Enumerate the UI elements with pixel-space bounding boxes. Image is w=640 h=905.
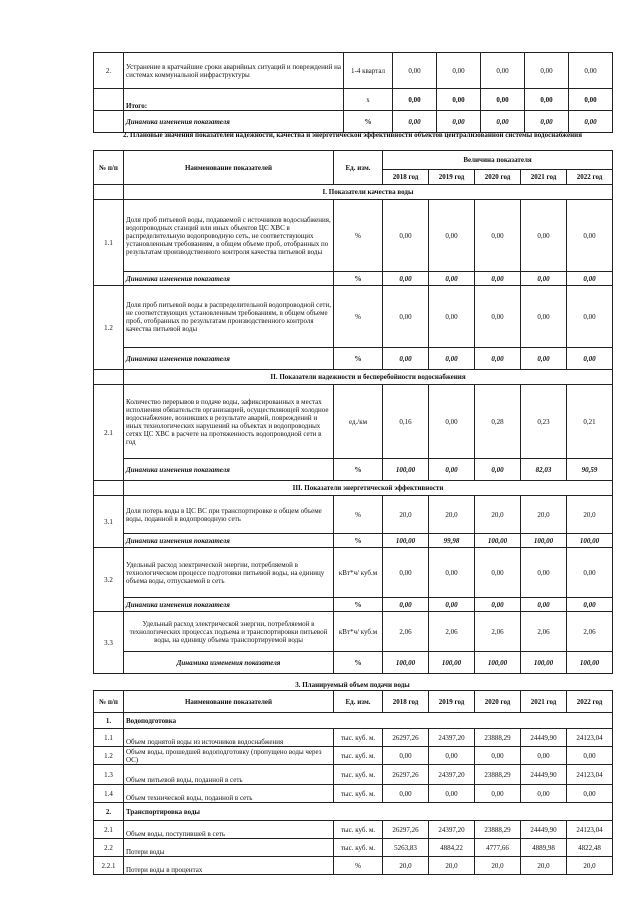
row-number: 1.3: [94, 765, 124, 785]
row-value: 0,00: [481, 111, 525, 133]
row-value: 2,06: [521, 612, 567, 652]
row-value: 100,00: [567, 652, 613, 674]
row-number: 1.2: [94, 286, 124, 370]
row-name: Объем технической воды, поданной в сеть: [124, 785, 334, 803]
row-value: 0,00: [475, 459, 521, 481]
row-value: 0,00: [475, 348, 521, 370]
row-value: 0,00: [567, 598, 613, 612]
dynamics-label: Динамика изменения показателя: [124, 272, 334, 286]
dynamics-label: Динамика изменения показателя: [124, 652, 334, 674]
section-row: [94, 185, 613, 200]
table-row: [94, 747, 613, 765]
section-title: II. Показатели надежности и бесперебойности водоснабжения: [124, 370, 613, 385]
row-value: 0,00: [429, 747, 475, 765]
table-row: [94, 385, 613, 459]
row-unit: %: [334, 200, 383, 272]
row-value: 24449,90: [521, 765, 567, 785]
row-value: 0,00: [393, 53, 437, 89]
water-supply-body: [94, 713, 613, 875]
row-name: Удельный расход электрической энергии, потребляемой в технологическом процессе подготовки питьевой воды, на единицу объема воды, отпускаемой в сеть: [124, 548, 334, 598]
row-number: 1.: [94, 713, 124, 729]
row-unit: %: [334, 857, 383, 875]
row-value: 5263,83: [383, 839, 429, 857]
row-number: 2.1: [94, 821, 124, 839]
row-value: 0,00: [567, 348, 613, 370]
row-value: 0,00: [521, 548, 567, 598]
row-value: 0,00: [567, 785, 613, 803]
section-spacer: [94, 481, 124, 496]
row-name: Удельный расход электрической энергии, потребляемой в технологических процессах подъема и транспортировки питьевой воды, на единицу объема транспортируемой воды: [124, 612, 334, 652]
col-header-year: 2018 год: [383, 170, 429, 185]
section-2-title: 2. Плановые значения показателей надежности, качества и энергетической эффективности объектов централизованной системы водоснабжения: [123, 131, 582, 139]
row-value: 26297,26: [383, 729, 429, 747]
row-value: 100,00: [521, 534, 567, 548]
row-name: Количество перерывов в подаче воды, зафиксированных в местах исполнения обязательств организацией, осуществляющей холодное водоснабжение, возникших в результате аварий, повреждений и иных технологических нарушений на объектах и водопроводных сетях ЦС ХВС в расчете на протяженность водопроводной сети в год: [124, 385, 334, 459]
row-value: 100,00: [475, 534, 521, 548]
table-row: [94, 729, 613, 747]
table-row: [94, 612, 613, 652]
row-value: 99,98: [429, 534, 475, 548]
row-value: 2,06: [429, 612, 475, 652]
row-unit: %: [334, 534, 383, 548]
row-value: 0,00: [569, 89, 613, 111]
row-value: 24123,04: [567, 821, 613, 839]
dynamics-row: [94, 272, 613, 286]
row-unit: %: [334, 496, 383, 534]
header-row: [94, 691, 613, 713]
row-value: 0,28: [475, 385, 521, 459]
row-value: 100,00: [383, 652, 429, 674]
section-title: I. Показатели качества воды: [124, 185, 613, 200]
row-value: 0,00: [383, 785, 429, 803]
row-value: 0,00: [569, 53, 613, 89]
row-value: 0,00: [383, 747, 429, 765]
row-unit: тыс. куб. м.: [334, 839, 383, 857]
row-unit: %: [334, 598, 383, 612]
dynamics-label: Динамика изменения показателя: [124, 459, 334, 481]
row-value: 0,00: [429, 785, 475, 803]
row-unit: %: [334, 286, 383, 348]
row-value: 20,0: [383, 496, 429, 534]
dynamics-row: [94, 459, 613, 481]
row-name: Устранение в кратчайшие сроки аварийных ситуаций и повреждений на системах коммунальной инфраструктуры: [124, 53, 344, 89]
dynamics-row: [94, 111, 613, 133]
row-number: 3.3: [94, 612, 124, 674]
row-value: 0,00: [429, 348, 475, 370]
row-value: 0,00: [475, 548, 521, 598]
row-unit: тыс. куб. м.: [334, 747, 383, 765]
col-header-number: № п/п: [94, 691, 124, 713]
row-value: 0,00: [429, 385, 475, 459]
row-value: 100,00: [383, 459, 429, 481]
row-value: 0,00: [429, 200, 475, 272]
table-row: [94, 53, 613, 89]
row-value: 0,00: [521, 272, 567, 286]
row-name: Потери воды в процентах: [124, 857, 334, 875]
row-number: [94, 89, 124, 111]
row-number: [94, 111, 124, 133]
row-value: 26297,26: [383, 765, 429, 785]
col-header-group: Величина показателя: [383, 151, 613, 170]
row-value: 24397,20: [429, 729, 475, 747]
section-title: III. Показатели энергетической эффективности: [124, 481, 613, 496]
row-unit: %: [344, 111, 393, 133]
table-row: [94, 821, 613, 839]
row-value: 24123,04: [567, 729, 613, 747]
row-value: 0,00: [481, 89, 525, 111]
row-value: 20,0: [521, 857, 567, 875]
row-value: 0,00: [521, 747, 567, 765]
row-value: 0,00: [383, 272, 429, 286]
row-value: 0,00: [525, 111, 569, 133]
row-value: 0,00: [521, 286, 567, 348]
row-unit: х: [344, 89, 393, 111]
row-value: 23888,29: [475, 765, 521, 785]
row-number: 1.1: [94, 729, 124, 747]
table-row: [94, 765, 613, 785]
row-name: Объем воды, прошедшей водоподготовку (пропущено воды через ОС): [124, 747, 334, 765]
row-value: 0,00: [429, 459, 475, 481]
row-value: 0,00: [521, 348, 567, 370]
row-name: Объем воды, поступившей в сеть: [124, 821, 334, 839]
row-unit: %: [334, 272, 383, 286]
row-value: 20,0: [429, 496, 475, 534]
row-value: 0,16: [383, 385, 429, 459]
row-number: 2.2.1: [94, 857, 124, 875]
row-number: 2.: [94, 53, 124, 89]
row-value: 20,0: [475, 857, 521, 875]
row-value: 0,00: [475, 598, 521, 612]
row-value: 0,00: [429, 598, 475, 612]
row-number: 1.1: [94, 200, 124, 286]
row-value: 0,00: [383, 286, 429, 348]
row-value: 23888,29: [475, 821, 521, 839]
row-value: 0,00: [437, 53, 481, 89]
indicators-table: [93, 150, 613, 674]
row-unit: ед./км: [334, 385, 383, 459]
dynamics-row: [94, 598, 613, 612]
col-header-name: Наименование показателей: [124, 691, 334, 713]
row-value: 24397,20: [429, 765, 475, 785]
row-value: 0,00: [383, 548, 429, 598]
row-value: 0,00: [383, 598, 429, 612]
dynamics-label: Динамика изменения показателя: [124, 534, 334, 548]
row-value: 0,00: [481, 53, 525, 89]
row-unit: %: [334, 348, 383, 370]
row-value: 20,0: [521, 496, 567, 534]
col-header-year: 2022 год: [567, 170, 613, 185]
row-name: Доля потерь воды в ЦС ВС при транспортировке в общем объеме воды, поданной в водопроводную сеть: [124, 496, 334, 534]
row-value: 0,00: [567, 548, 613, 598]
header-row: [94, 151, 613, 170]
col-header-year: 2020 год: [475, 691, 521, 713]
row-value: 100,00: [475, 652, 521, 674]
table-row: [94, 200, 613, 272]
row-number: 3.2: [94, 548, 124, 612]
dynamics-label: Динамика изменения показателя: [124, 111, 344, 133]
row-value: 0,00: [475, 200, 521, 272]
row-value: 2,06: [383, 612, 429, 652]
row-name: Доля проб питьевой воды, подаваемой с источников водоснабжения, водопроводных станций или иных объектов ЦС ХВС в распределительную водопроводную сеть, не соответствующих установленным требованиям, в общем объеме проб, отобранных по результатам производственного контроля качества питьевой воды: [124, 200, 334, 272]
row-value: 4777,66: [475, 839, 521, 857]
row-value: 100,00: [383, 534, 429, 548]
table-row: [94, 286, 613, 348]
table-row: [94, 496, 613, 534]
row-name: Доля проб питьевой воды в распределительной водопроводной сети, не соответствующих установленным требованиям, в общем объеме проб, отобранных по результатам производственного контроля качества питьевой воды: [124, 286, 334, 348]
row-number: 1.4: [94, 785, 124, 803]
row-unit: тыс. куб. м.: [334, 729, 383, 747]
row-unit: тыс. куб. м.: [334, 765, 383, 785]
row-value: 2,06: [567, 612, 613, 652]
row-value: 0,00: [567, 286, 613, 348]
row-value: 90,59: [567, 459, 613, 481]
row-value: 0,00: [567, 272, 613, 286]
col-header-name: Наименование показателей: [124, 151, 334, 185]
section-row: [94, 713, 613, 729]
row-value: 0,00: [437, 111, 481, 133]
row-value: 0,00: [521, 785, 567, 803]
col-header-year: 2022 год: [567, 691, 613, 713]
section-row: [94, 481, 613, 496]
row-value: 0,00: [383, 348, 429, 370]
section-title: Транспортировка воды: [124, 803, 613, 821]
row-value: 0,00: [525, 89, 569, 111]
dynamics-label: Динамика изменения показателя: [124, 598, 334, 612]
row-value: 24397,20: [429, 821, 475, 839]
table-row: [94, 548, 613, 598]
row-value: 0,00: [475, 286, 521, 348]
row-value: 0,00: [521, 598, 567, 612]
row-value: 0,00: [429, 548, 475, 598]
measures-table: [93, 52, 613, 133]
water-supply-table: [93, 690, 613, 875]
row-value: 2,06: [475, 612, 521, 652]
row-value: 24123,04: [567, 765, 613, 785]
row-value: 20,0: [429, 857, 475, 875]
col-header-number: № п/п: [94, 151, 124, 185]
row-value: 100,00: [521, 652, 567, 674]
row-value: 82,03: [521, 459, 567, 481]
row-number: 3.1: [94, 496, 124, 548]
row-unit: %: [334, 652, 383, 674]
row-unit: тыс. куб. м.: [334, 821, 383, 839]
row-value: 20,0: [567, 857, 613, 875]
row-value: 100,00: [567, 534, 613, 548]
row-value: 20,0: [383, 857, 429, 875]
col-header-year: 2018 год: [383, 691, 429, 713]
col-header-year: 2020 год: [475, 170, 521, 185]
row-value: 0,23: [521, 385, 567, 459]
section-row: [94, 370, 613, 385]
row-unit: кВт*ч/ куб.м: [334, 612, 383, 652]
row-number: 2.: [94, 803, 124, 821]
row-unit: %: [334, 459, 383, 481]
total-row: [94, 89, 613, 111]
row-value: 0,00: [429, 286, 475, 348]
row-unit: тыс. куб. м.: [334, 785, 383, 803]
row-value: 0,00: [475, 272, 521, 286]
row-value: 0,00: [521, 200, 567, 272]
row-value: 23888,29: [475, 729, 521, 747]
col-header-year: 2021 год: [521, 170, 567, 185]
row-number: 1.2: [94, 747, 124, 765]
table-row: [94, 785, 613, 803]
row-value: 0,00: [475, 785, 521, 803]
col-header-unit: Ед. изм.: [334, 691, 383, 713]
row-value: 4884,22: [429, 839, 475, 857]
row-value: 24449,90: [521, 821, 567, 839]
dynamics-row: [94, 652, 613, 674]
row-name: Объем поднятой воды из источников водоснабжения: [124, 729, 334, 747]
col-header-year: 2021 год: [521, 691, 567, 713]
row-number: 2.2: [94, 839, 124, 857]
row-value: 4822,48: [567, 839, 613, 857]
row-value: 20,0: [475, 496, 521, 534]
row-value: 0,00: [567, 200, 613, 272]
row-period: 1-4 квартал: [344, 53, 393, 89]
section-title: Водоподготовка: [124, 713, 613, 729]
dynamics-label: Динамика изменения показателя: [124, 348, 334, 370]
row-value: 0,00: [429, 272, 475, 286]
row-name: Объем питьевой воды, поданной в сеть: [124, 765, 334, 785]
row-value: 100,00: [429, 652, 475, 674]
dynamics-row: [94, 534, 613, 548]
row-value: 0,00: [569, 111, 613, 133]
section-3-title: 3. Планируемый объем подачи воды: [295, 681, 410, 689]
col-header-year: 2019 год: [429, 170, 475, 185]
row-value: 0,00: [567, 747, 613, 765]
row-value: 0,21: [567, 385, 613, 459]
section-row: [94, 803, 613, 821]
row-value: 24449,90: [521, 729, 567, 747]
col-header-unit: Ед. изм.: [334, 151, 383, 185]
section-spacer: [94, 370, 124, 385]
row-value: 20,0: [567, 496, 613, 534]
row-unit: кВт*ч/ куб.м: [334, 548, 383, 598]
row-value: 26297,26: [383, 821, 429, 839]
row-value: 0,00: [437, 89, 481, 111]
dynamics-row: [94, 348, 613, 370]
table-row: [94, 839, 613, 857]
row-value: 0,00: [393, 89, 437, 111]
section-spacer: [94, 185, 124, 200]
row-number: 2.1: [94, 385, 124, 481]
row-value: 0,00: [525, 53, 569, 89]
col-header-year: 2019 год: [429, 691, 475, 713]
row-value: 4889,98: [521, 839, 567, 857]
table-row: [94, 857, 613, 875]
row-name: Потери воды: [124, 839, 334, 857]
row-value: 0,00: [475, 747, 521, 765]
row-value: 0,00: [383, 200, 429, 272]
total-label: Итого:: [124, 89, 344, 111]
row-value: 0,00: [393, 111, 437, 133]
